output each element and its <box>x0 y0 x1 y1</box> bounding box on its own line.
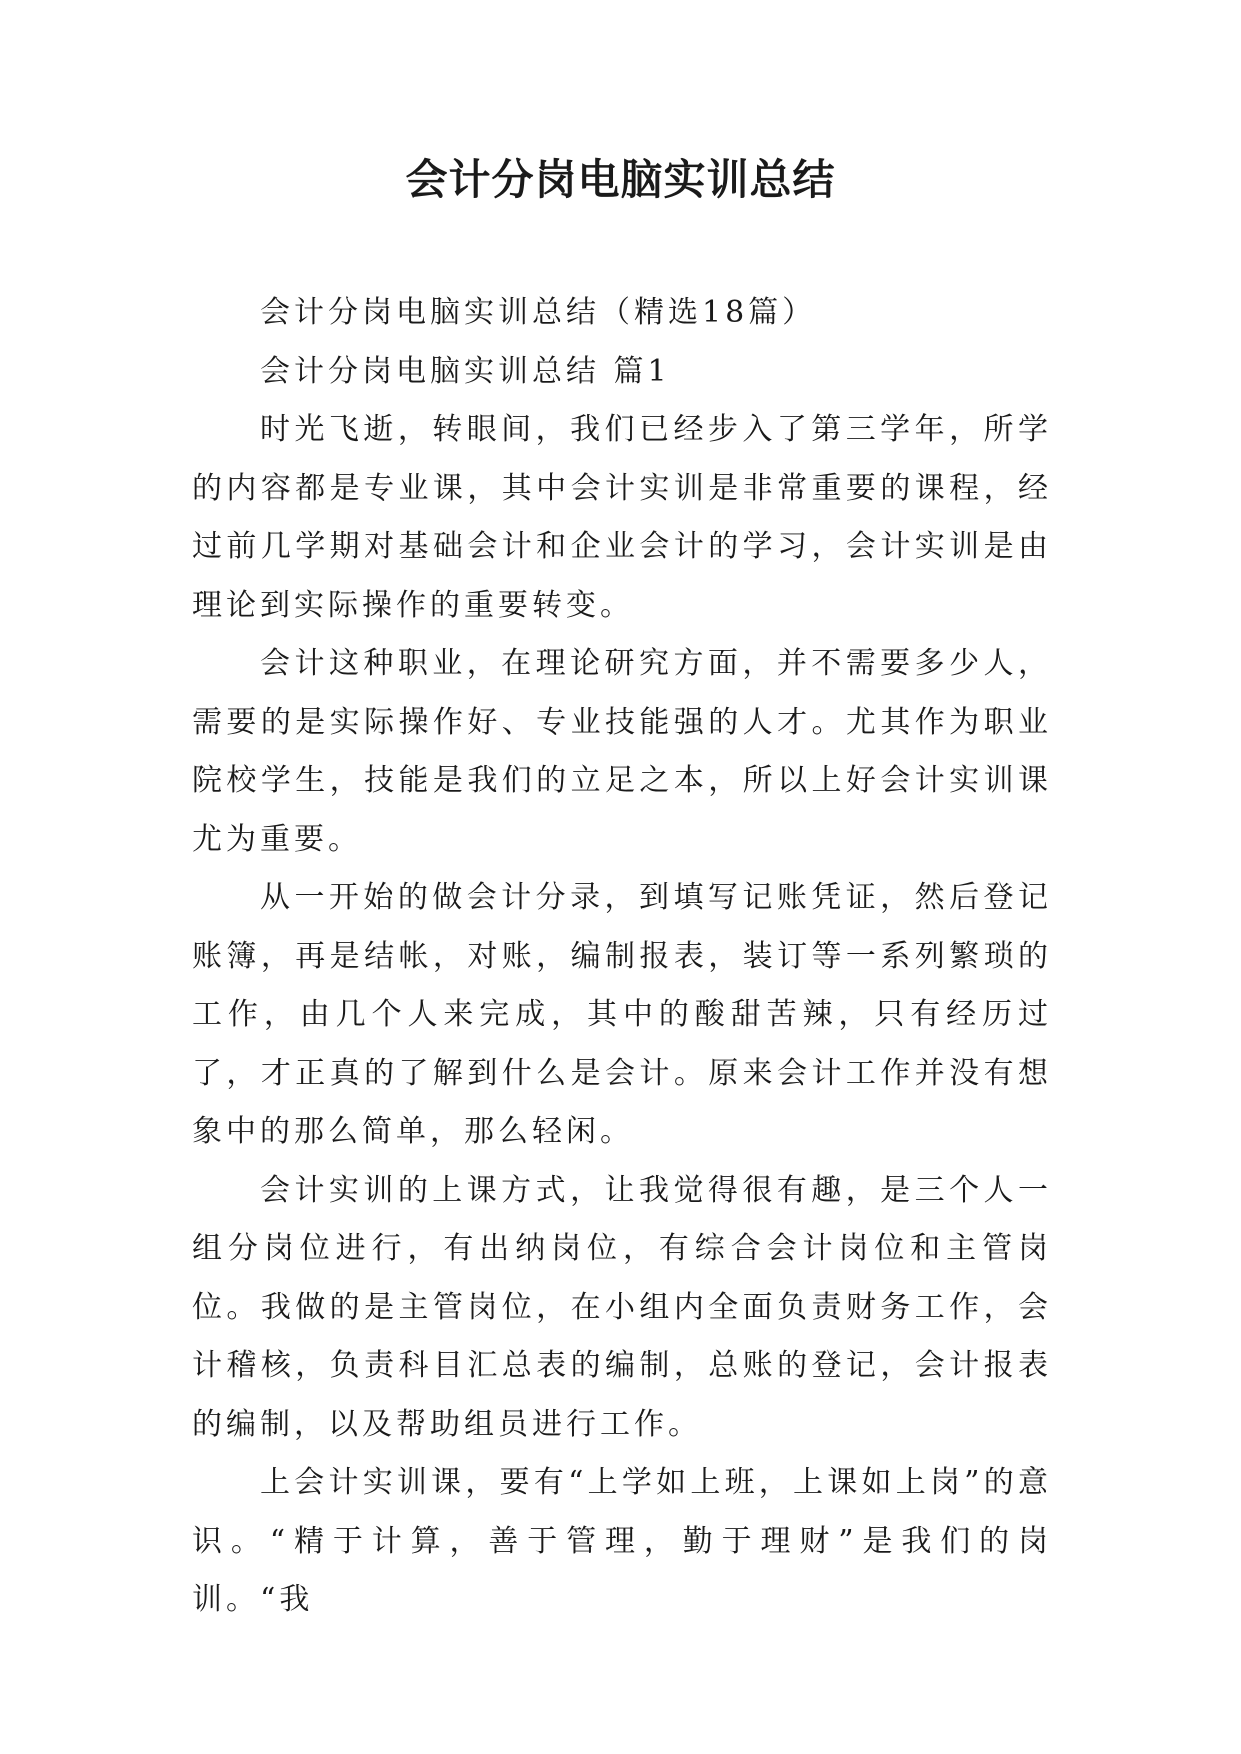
document-body <box>192 284 1052 1630</box>
document-title: 会计分岗电脑实训总结 <box>405 155 836 204</box>
body-paragraph: 从一开始的做会计分录，到填写记账凭证，然后登记账簿，再是结帐，对账，编制报表，装订等一系列繁琐的工作，由几个人来完成，其中的酸甜苦辣，只有经历过了，才正真的了解到什么是会计。原来会计工作并没有想象中的那么简单，那么轻闲。 <box>192 880 1052 1149</box>
body-paragraph: 会计实训的上课方式，让我觉得很有趣，是三个人一组分岗位进行，有出纳岗位，有综合会计岗位和主管岗位。我做的是主管岗位，在小组内全面负责财务工作，会计稽核，负责科目汇总表的编制，总账的登记，会计报表的编制，以及帮助组员进行工作。 <box>192 1172 1052 1442</box>
body-paragraph: 会计这种职业，在理论研究方面，并不需要多少人，需要的是实际操作好、专业技能强的人才。尤其作为职业院校学生，技能是我们的立足之本，所以上好会计实训课尤为重要。 <box>192 646 1052 857</box>
body-paragraph: 上会计实训课，要有“上学如上班，上课如上岗”的意识。“精于计算，善于管理，勤于理财”是我们的岗训。“我 <box>192 1465 1052 1617</box>
section-heading: 会计分岗电脑实训总结 篇1 <box>260 353 671 389</box>
body-paragraph: 时光飞逝，转眼间，我们已经步入了第三学年，所学的内容都是专业课，其中会计实训是非常重要的课程，经过前几学期对基础会计和企业会计的学习，会计实训是由理论到实际操作的重要转变。 <box>192 412 1052 623</box>
subtitle-paragraph: 会计分岗电脑实训总结（精选18篇） <box>260 295 817 330</box>
